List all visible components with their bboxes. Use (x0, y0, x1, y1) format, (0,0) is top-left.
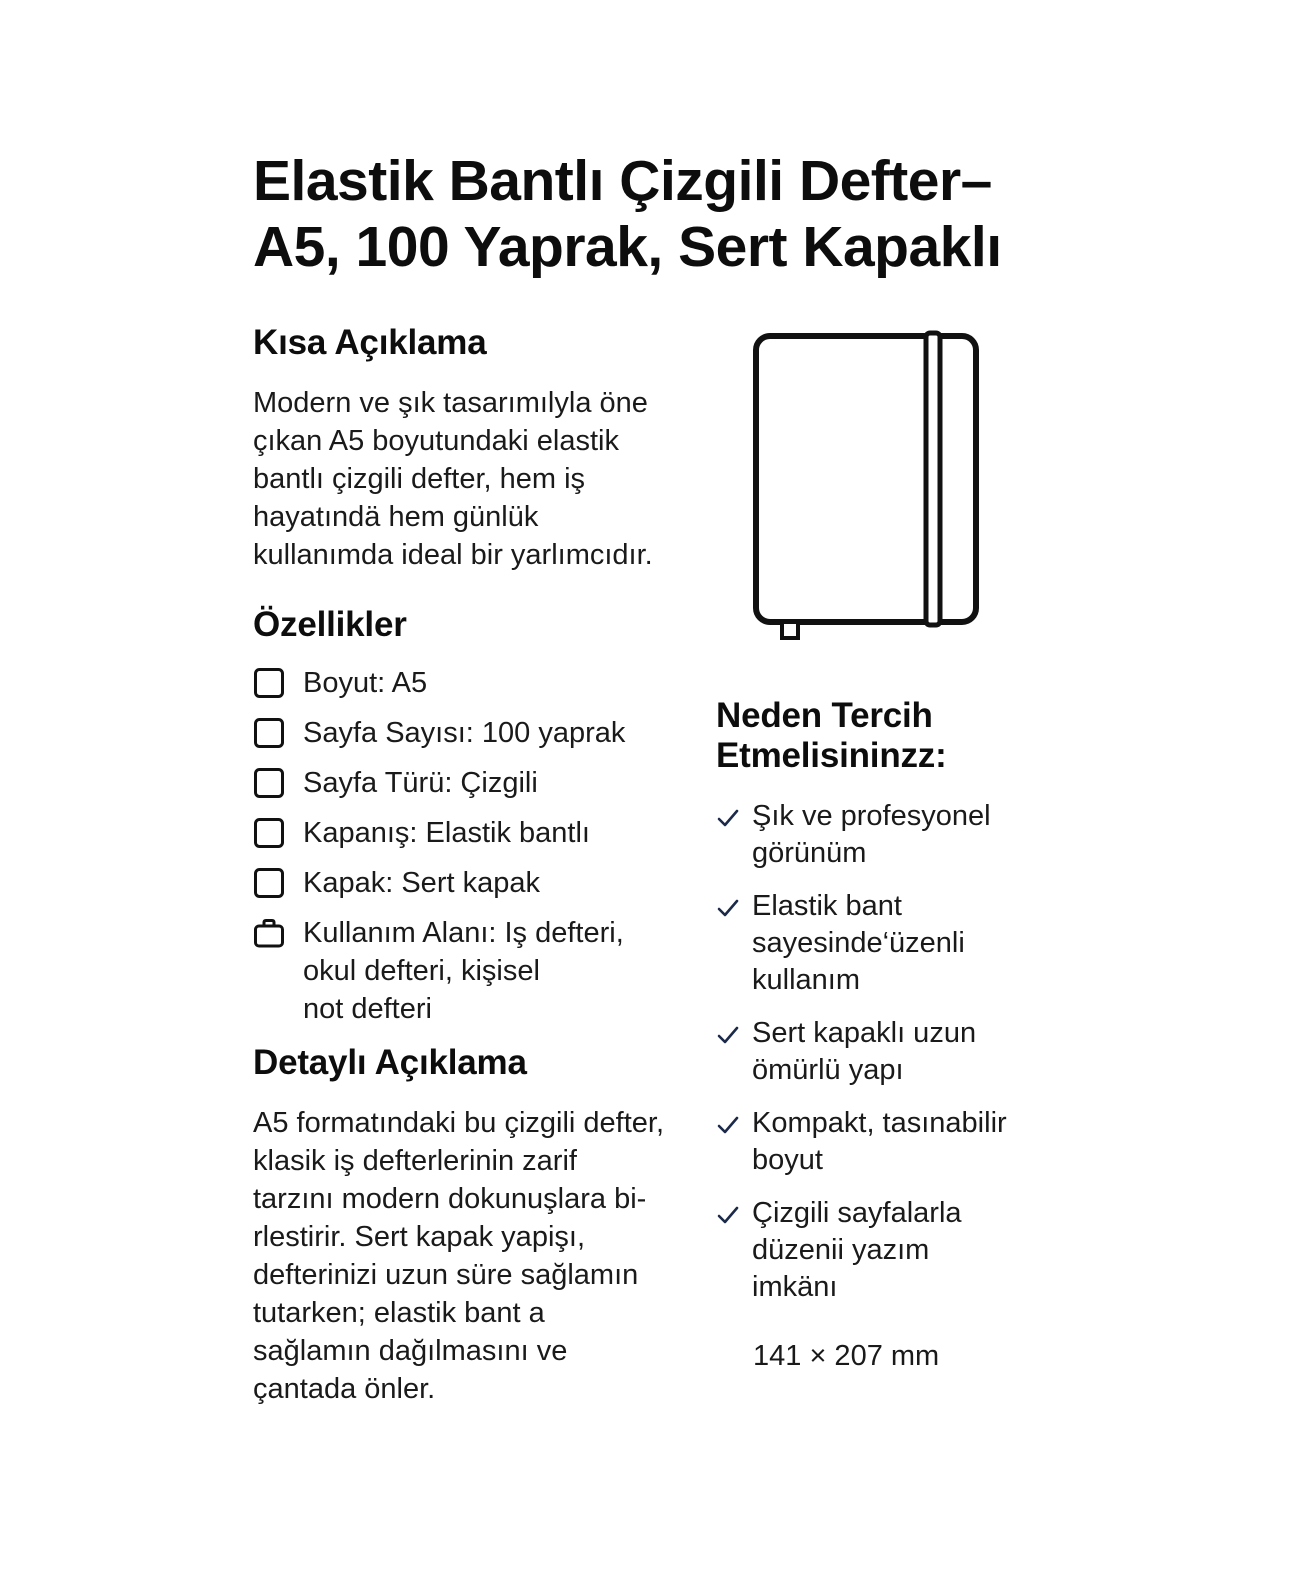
benefit-label: görünüm (752, 837, 867, 869)
checkbox-icon (253, 817, 285, 849)
title-line: A5, 100 Yaprak, Sert Kapaklı (253, 215, 1002, 279)
benefit-item (716, 798, 1046, 872)
title-line: Elastik Bantlı Çizgili Defter– (253, 149, 992, 213)
benefit-list (716, 798, 1046, 1306)
notebook-icon (748, 328, 984, 644)
text-line: tutarken; elastik bant a (253, 1297, 545, 1329)
checkmark-icon (716, 896, 740, 920)
feature-item-usage (253, 914, 713, 1028)
feature-item-cover (253, 864, 713, 902)
benefit-item (716, 1015, 1046, 1089)
benefit-label: boyut (752, 1144, 823, 1176)
checkbox-icon (253, 767, 285, 799)
heading-line: Neden Tercih (716, 696, 933, 735)
short-description-text (253, 384, 713, 574)
feature-label: Sayfa Türü: Çizgili (303, 767, 538, 799)
features-heading: Özellikler (253, 605, 407, 644)
text-line: A5 formatındaki bu çizgili defter, (253, 1107, 665, 1139)
feature-item-page-count (253, 714, 713, 752)
short-description-section (253, 322, 713, 574)
benefit-label: sayesinde‘üzenli (752, 927, 965, 959)
why-choose-heading (716, 696, 1046, 776)
detailed-description-section (253, 1042, 713, 1408)
checkmark-icon (716, 806, 740, 830)
text-line: bantlı çizgili defter, hem iş (253, 463, 586, 495)
feature-label: Sayfa Sayısı: 100 yaprak (303, 717, 626, 749)
detailed-description-heading: Detaylı Açıklama (253, 1043, 527, 1082)
short-description-heading: Kısa Açıklama (253, 323, 487, 362)
benefit-label: Kompakt, tasınabilir (752, 1107, 1007, 1139)
text-line: hayatındä hem günlük (253, 501, 539, 533)
feature-item-closure (253, 814, 713, 852)
benefit-item (716, 1195, 1046, 1306)
benefit-item (716, 888, 1046, 999)
text-line: çantada önler. (253, 1373, 436, 1405)
text-line: sağlamın dağılmasını ve (253, 1335, 568, 1367)
heading-line: Etmelisininzz: (716, 736, 947, 775)
feature-label: Boyut: A5 (303, 667, 428, 699)
text-line: çıkan A5 boyutundaki elastik (253, 425, 619, 457)
why-choose-section (716, 696, 1046, 1375)
text-line: defterinizi uzun süre sağlamın (253, 1259, 639, 1291)
benefit-item (716, 1105, 1046, 1179)
text-line: Modern ve şık tasarımılyla öne (253, 387, 648, 419)
checkbox-icon (253, 867, 285, 899)
feature-item-page-type (253, 764, 713, 802)
feature-label: not defteri (303, 993, 432, 1025)
benefit-label: Çizgili sayfalarla (752, 1197, 962, 1229)
benefit-label: düzenii yazım (752, 1234, 930, 1266)
text-line: tarzını modern dokunuşlara bi- (253, 1183, 647, 1215)
dimensions-text: 141 × 207 mm (753, 1340, 940, 1372)
benefit-label: Sert kapaklı uzun (752, 1017, 977, 1049)
text-line: rlestirir. Sert kapak yapişı, (253, 1221, 585, 1253)
page-title (253, 148, 1073, 280)
benefit-label: imkänı (752, 1271, 838, 1303)
feature-label: Kullanım Alanı: Iş defteri, (303, 917, 624, 949)
checkmark-icon (716, 1023, 740, 1047)
feature-label: Kapak: Sert kapak (303, 867, 540, 899)
feature-list (253, 664, 713, 1028)
text-line: kullanımda ideal bir yarlımcıdır. (253, 539, 653, 571)
detailed-description-text (253, 1104, 713, 1408)
feature-label: okul defteri, kişisel (303, 955, 540, 987)
feature-item-size (253, 664, 713, 702)
checkmark-icon (716, 1113, 740, 1137)
checkbox-icon (253, 717, 285, 749)
features-section (253, 604, 713, 1028)
feature-label: Kapanış: Elastik bantlı (303, 817, 590, 849)
briefcase-icon (253, 917, 285, 949)
benefit-label: Elastik bant (752, 890, 902, 922)
benefit-label: kullanım (752, 964, 860, 996)
benefit-label: ömürlü yapı (752, 1054, 904, 1086)
left-column (253, 322, 713, 1408)
checkbox-icon (253, 667, 285, 699)
benefit-label: Şık ve profesyonel (752, 800, 991, 832)
text-line: klasik iş defterlerinin zarif (253, 1145, 577, 1177)
checkmark-icon (716, 1203, 740, 1227)
